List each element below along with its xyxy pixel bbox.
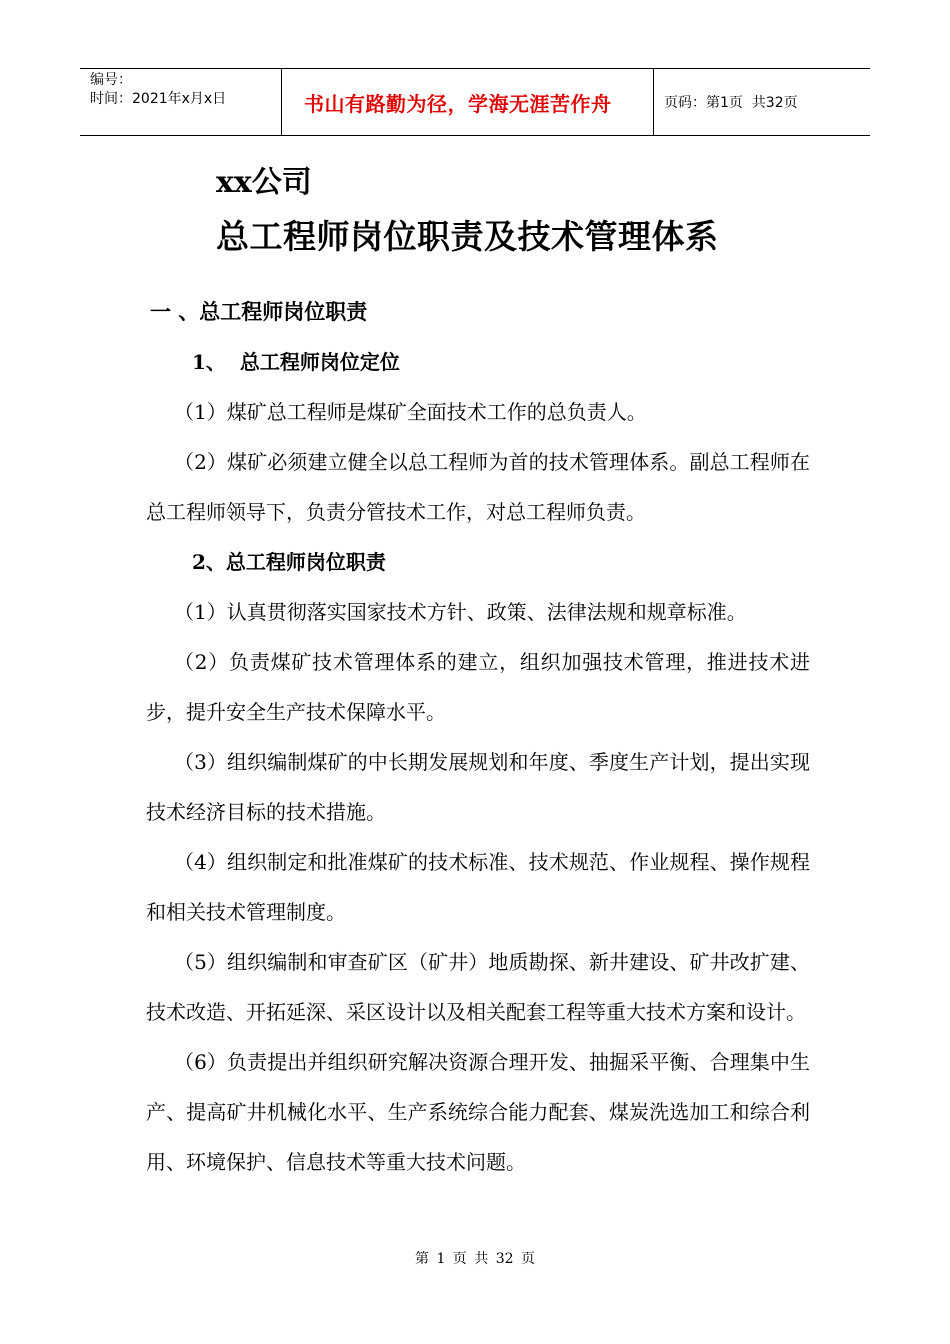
header-meta-cell: [80, 69, 282, 135]
paragraph-1-2-6: （6）负责提出并组织研究解决资源合理开发、抽掘采平衡、合理集中生产、提高矿井机械化水平、生产系统综合能力配套、煤炭洗选加工和综合利用、环境保护、信息技术等重大技术问题。: [146, 1050, 810, 1174]
document-title: 总工程师岗位职责及技术管理体系: [216, 217, 719, 256]
paragraph-1-2-4: （4）组织制定和批准煤矿的技术标准、技术规范、作业规程、操作规程和相关技术管理制度。: [146, 850, 810, 924]
subsection-heading-1-1: 1、 总工程师岗位定位: [192, 350, 400, 374]
header-motto-cell: [282, 69, 654, 135]
subsection-heading-1-2: 2、总工程师岗位职责: [192, 550, 386, 574]
page-footer: 第 1 页 共 32 页: [415, 1251, 535, 1267]
company-title: xx公司: [216, 165, 312, 200]
document-header: [80, 68, 870, 136]
header-page-cell: [654, 69, 870, 135]
paragraph-1-1-1: （1）煤矿总工程师是煤矿全面技术工作的总负责人。: [174, 400, 647, 424]
section-heading-1: 一 、总工程师岗位职责: [150, 299, 368, 324]
document-number-label: 编号：: [90, 72, 132, 88]
document-time-label: 时间：2021年x月x日: [90, 91, 227, 107]
paragraph-1-2-2: （2）负责煤矿技术管理体系的建立，组织加强技术管理，推进技术进步，提升安全生产技术保障水平。: [146, 650, 810, 724]
paragraph-1-2-3: （3）组织编制煤矿的中长期发展规划和年度、季度生产计划，提出实现技术经济目标的技术措施。: [146, 750, 810, 824]
header-page-info: 页码：第1页 共32页: [664, 95, 798, 111]
paragraph-1-1-2: （2）煤矿必须建立健全以总工程师为首的技术管理体系。副总工程师在总工程师领导下，负责分管技术工作，对总工程师负责。: [146, 450, 810, 524]
document-body: [146, 287, 810, 1187]
paragraph-1-2-1: （1）认真贯彻落实国家技术方针、政策、法律法规和规章标准。: [174, 600, 747, 624]
paragraph-1-2-5: （5）组织编制和审查矿区（矿井）地质勘探、新井建设、矿井改扩建、技术改造、开拓延深、采区设计以及相关配套工程等重大技术方案和设计。: [146, 950, 810, 1024]
header-motto: 书山有路勤为径，学海无涯苦作舟: [304, 91, 612, 116]
